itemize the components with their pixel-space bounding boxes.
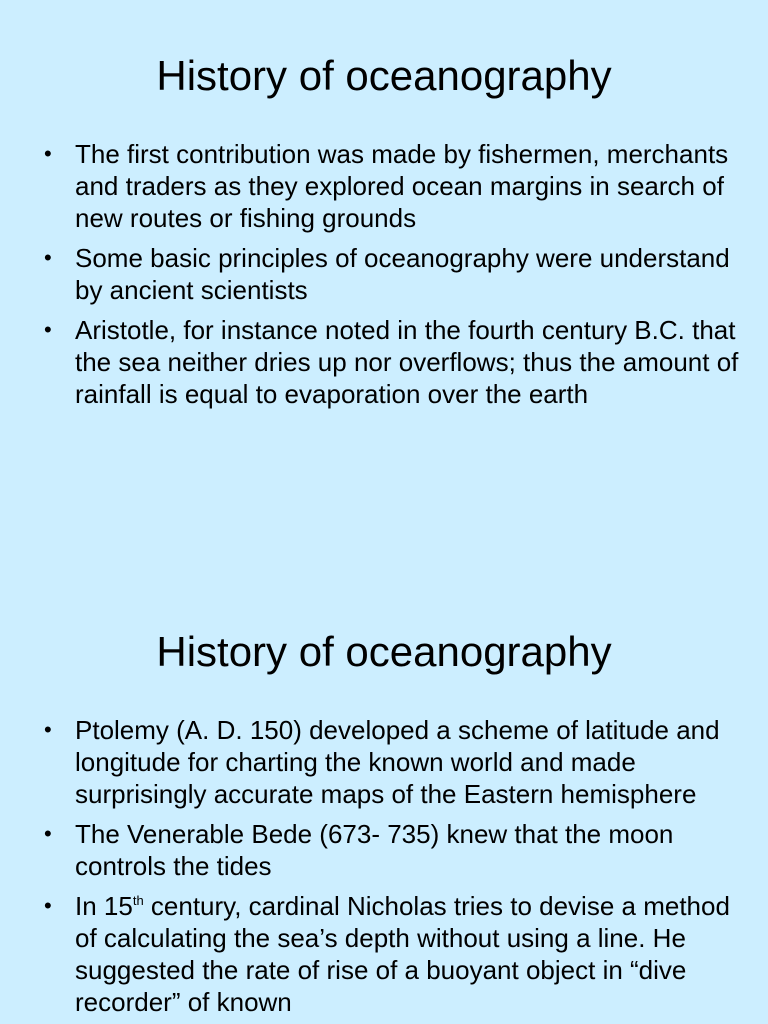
bullet-item xyxy=(44,314,744,410)
bullet-text: The first contribution was made by fishermen, merchants and traders as they explored ocean margins in search of new routes or fishing grounds xyxy=(75,139,729,233)
bullet-text: Some basic principles of oceanography were understand by ancient scientists xyxy=(75,243,730,305)
bullet-text: Aristotle, for instance noted in the fourth century B.C. that the sea neither dries up nor overflows; thus the amount of rainfall is equal to evaporation over the earth xyxy=(75,315,739,409)
slide-title: History of oceanography xyxy=(156,52,612,99)
bullet-icon: • xyxy=(44,245,52,270)
bullet-text-rest: century, cardinal Nicholas tries to devise a method of calculating the sea’s depth without using a line. He suggested the rate of rise of a buoyant object in “dive recorder” of known xyxy=(75,891,730,1017)
bullet-item xyxy=(44,242,744,306)
bullet-icon: • xyxy=(44,317,52,342)
bullet-item xyxy=(44,818,744,882)
slide-title: History of oceanography xyxy=(156,628,612,675)
bullet-item xyxy=(44,890,744,1018)
bullet-icon: • xyxy=(44,717,52,742)
bullet-icon: • xyxy=(44,893,52,918)
bullet-icon: • xyxy=(44,141,52,166)
bullet-icon: • xyxy=(44,821,52,846)
bullet-list xyxy=(44,138,744,418)
bullet-text: The Venerable Bede (673- 735) knew that the moon controls the tides xyxy=(75,819,674,881)
bullet-text-prefix: In 15 xyxy=(75,891,133,921)
bullet-text: Ptolemy (A. D. 150) developed a scheme of latitude and longitude for charting the known world and made surprisingly accurate maps of the Eastern hemisphere xyxy=(75,715,720,809)
bullet-item xyxy=(44,714,744,810)
slide-2 xyxy=(0,576,768,1024)
bullet-item xyxy=(44,138,744,234)
bullet-list xyxy=(44,714,744,1024)
ordinal-superscript: th xyxy=(132,893,144,908)
bullet-text xyxy=(75,891,730,1017)
